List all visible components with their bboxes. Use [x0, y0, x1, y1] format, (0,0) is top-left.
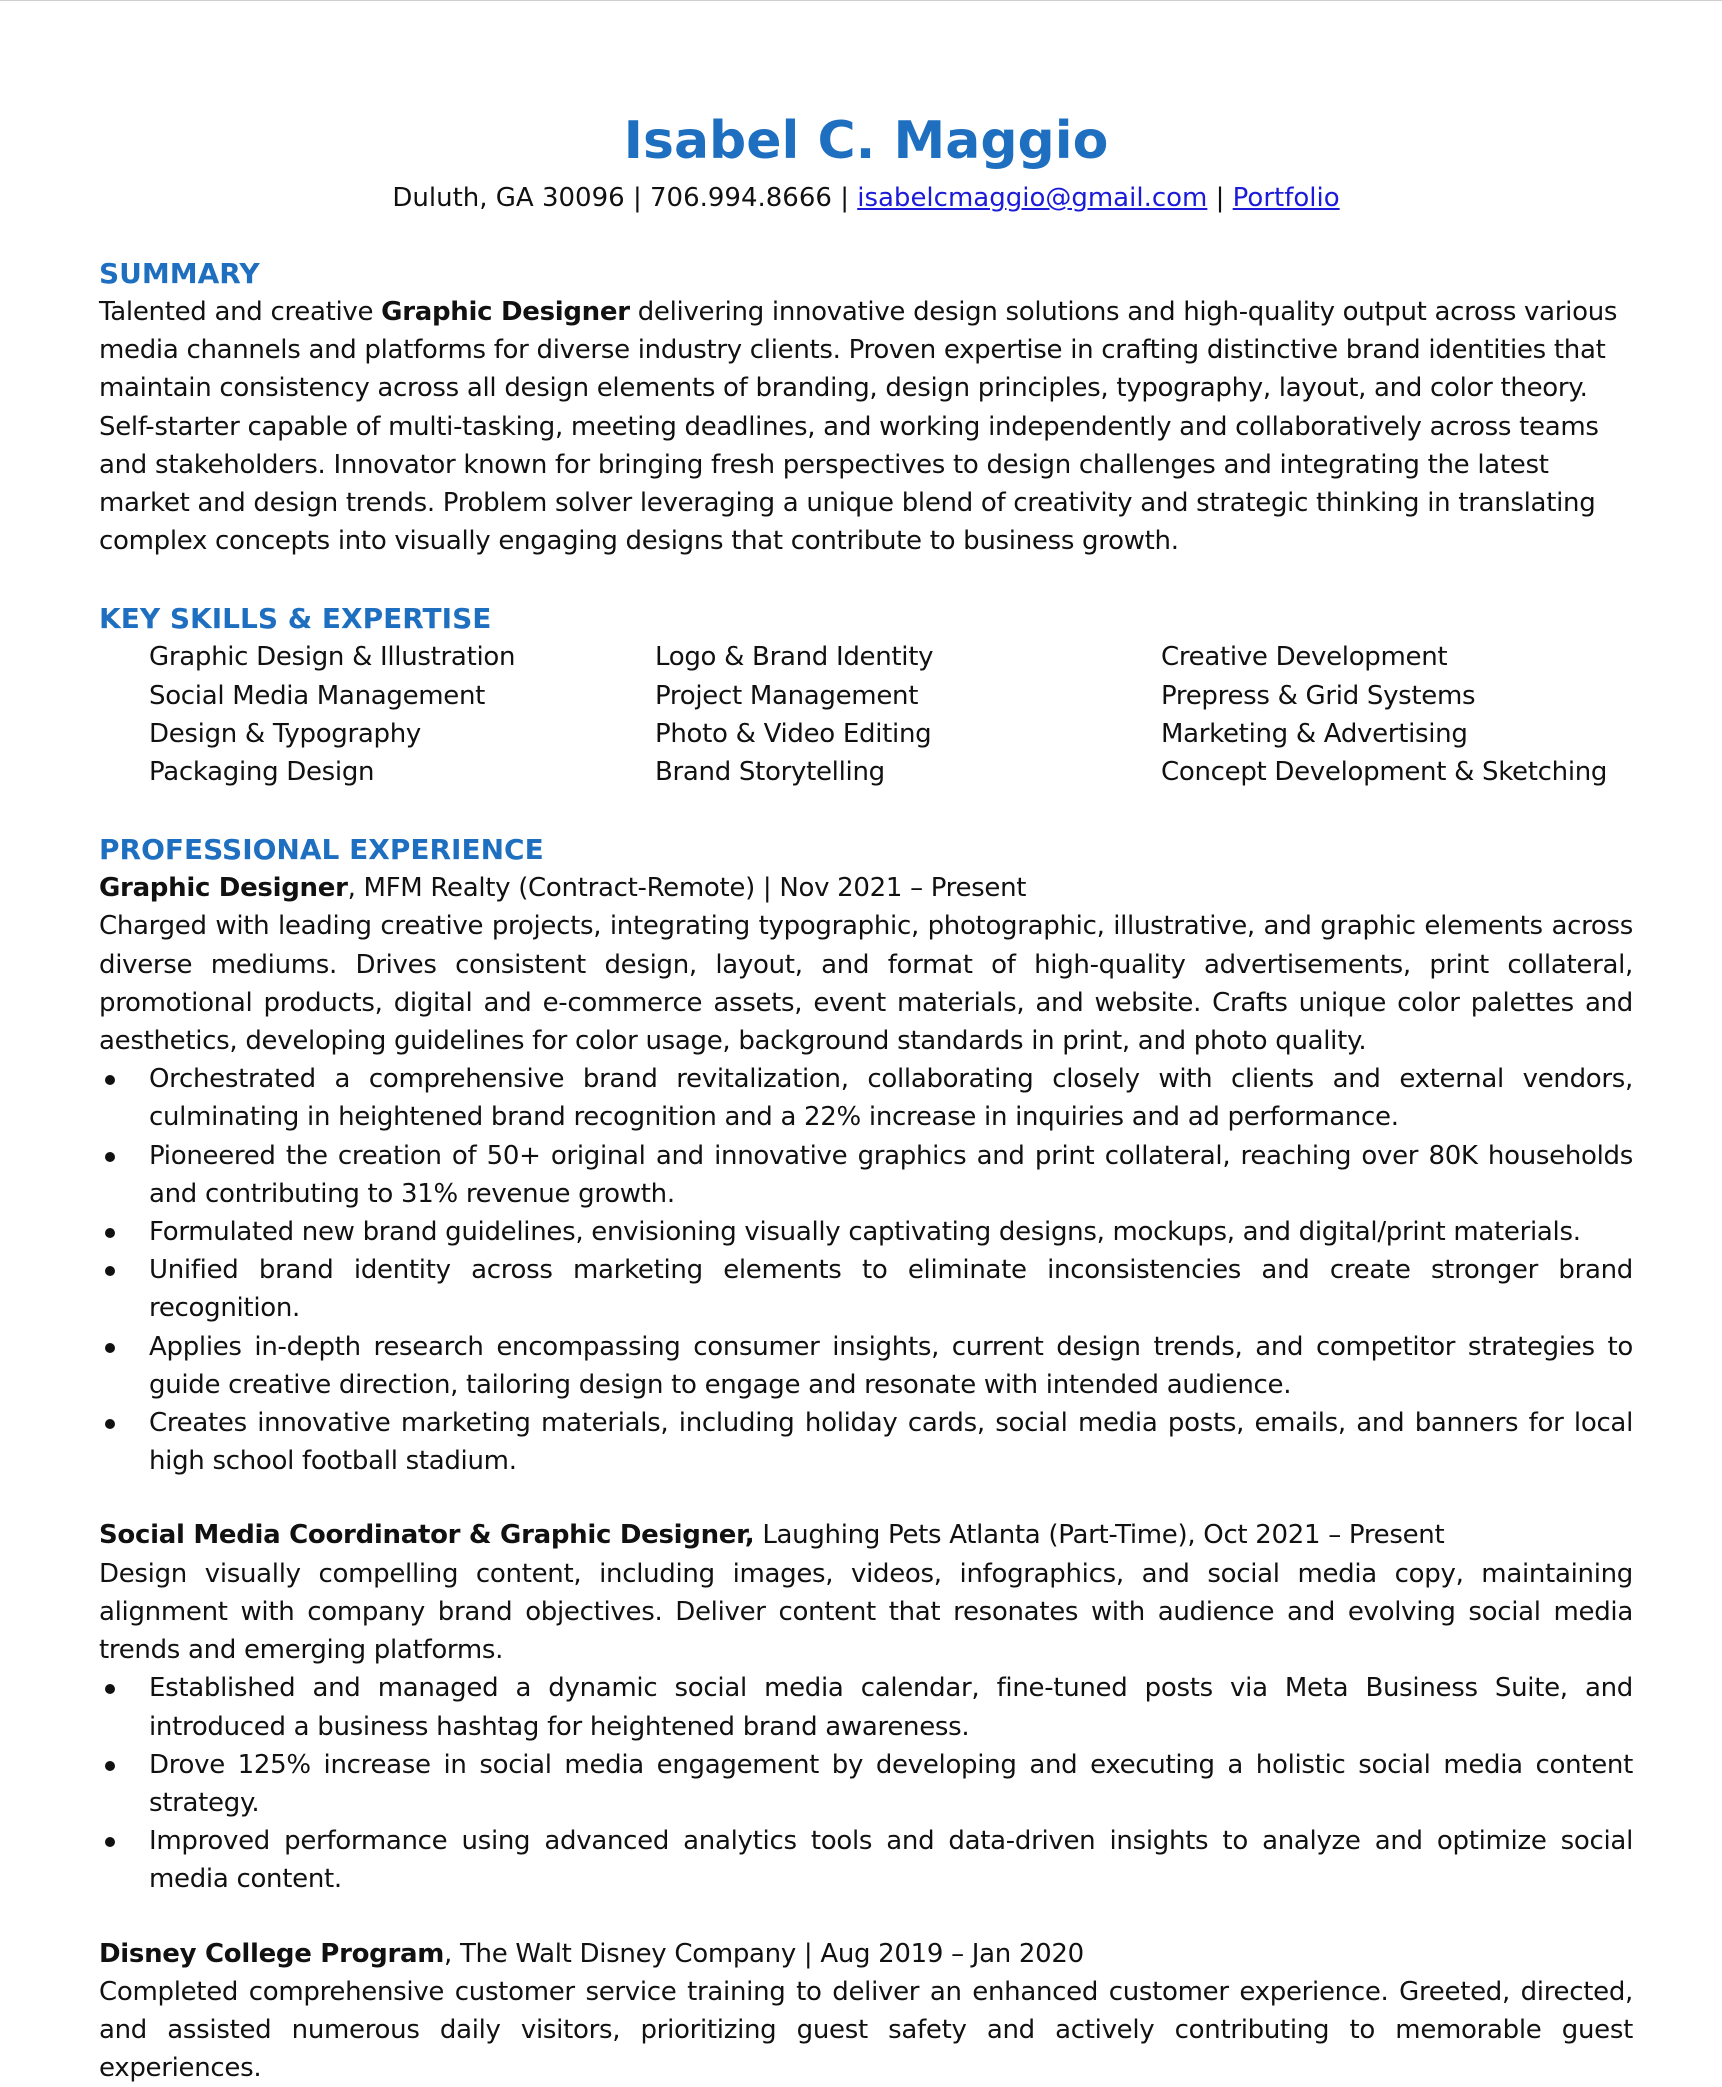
bullet-text: Applies in-depth research encompassing consumer insights, current design trends, and competitor strategies to guide creative direction, tailoring design to engage and resonate with intended audience. — [149, 1331, 1633, 1400]
bullet-icon — [105, 1228, 115, 1238]
bullet-icon — [105, 1075, 115, 1085]
skill-item: Brand Storytelling — [655, 757, 885, 788]
job-description: Design visually compelling content, including images, videos, infographics, and social media copy, maintaining alignment with company brand objectives. Deliver content that resonates with audience and evolving social media trends and emerging platforms. — [99, 1558, 1633, 1666]
job-entry — [99, 1516, 1633, 1898]
job-description: Completed comprehensive customer service training to deliver an enhanced customer experience. Greeted, directed, and assisted numerous daily visitors, prioritizing guest safety and actively contributing to memorable guest experiences. — [99, 1976, 1633, 2084]
job-heading — [99, 1935, 1633, 1973]
summary-heading: SUMMARY — [99, 257, 260, 290]
summary-text — [99, 293, 1633, 560]
job-title: Disney College Program — [99, 1938, 445, 1969]
job-title: Social Media Coordinator & Graphic Designer, — [99, 1520, 755, 1551]
skill-item: Social Media Management — [149, 680, 486, 711]
bullet-item — [99, 1669, 1633, 1745]
summary-text-before: Talented and creative — [99, 297, 382, 327]
bullet-item — [99, 1822, 1633, 1898]
job-entry — [99, 1935, 1633, 2087]
job-title: Graphic Designer — [99, 873, 348, 904]
bullet-text: Established and managed a dynamic social media calendar, fine-tuned posts via Meta Business Suite, and introduced a business hashtag for heightened brand awareness. — [149, 1673, 1633, 1742]
job-heading — [99, 869, 1633, 907]
portfolio-link[interactable]: Portfolio — [1232, 183, 1340, 213]
bullet-item — [99, 1213, 1633, 1251]
contact-line — [99, 177, 1633, 219]
bullet-text: Unified brand identity across marketing elements to eliminate inconsistencies and create stronger brand recognition. — [149, 1255, 1633, 1324]
job-description: Charged with leading creative projects, integrating typographic, photographic, illustrative, and graphic elements across diverse mediums. Drives consistent design, layout, and format of high-quality advertisements, print collateral, promotional products, digital and e-commerce assets, event materials, and website. Crafts unique color palettes and aesthetics, developing guidelines for color usage, background standards in print, and photo quality. — [99, 911, 1633, 1057]
bullet-text: Pioneered the creation of 50+ original and innovative graphics and print collateral, reaching over 80K households and contributing to 31% revenue growth. — [149, 1140, 1633, 1209]
contact-separator: | — [624, 183, 650, 213]
bullet-text: Creates innovative marketing materials, including holiday cards, social media posts, emails, and banners for local high school football stadium. — [149, 1408, 1633, 1477]
page-top-border — [0, 0, 1722, 1]
bullet-text: Orchestrated a comprehensive brand revitalization, collaborating closely with clients and external vendors, culminating in heightened brand recognition and a 22% increase in inquiries and ad performance. — [149, 1064, 1633, 1133]
bullet-text: Formulated new brand guidelines, envisioning visually captivating designs, mockups, and digital/print materials. — [149, 1217, 1581, 1248]
job-company-dates: , MFM Realty (Contract-Remote) | Nov 2021 – Present — [347, 873, 1027, 904]
experience-heading: PROFESSIONAL EXPERIENCE — [99, 833, 544, 867]
skills-grid — [99, 638, 1633, 791]
bullet-icon — [105, 1684, 115, 1694]
skill-item: Packaging Design — [149, 757, 375, 788]
bullet-icon — [105, 1266, 115, 1276]
bullet-item — [99, 1328, 1633, 1404]
job-company-dates: , The Walt Disney Company | Aug 2019 – Jan 2020 — [444, 1938, 1084, 1969]
job-bullets — [99, 1669, 1633, 1898]
contact-phone: 706.994.8666 — [649, 183, 832, 213]
bullet-icon — [105, 1343, 115, 1353]
skill-item: Creative Development — [1161, 642, 1448, 673]
candidate-name: Isabel C. Maggio — [623, 111, 1109, 171]
bullet-icon — [105, 1837, 115, 1847]
bullet-text: Drove 125% increase in social media engagement by developing and executing a holistic social media content strategy. — [149, 1749, 1633, 1818]
email-link[interactable]: isabelcmaggio@gmail.com — [857, 183, 1208, 213]
contact-separator: | — [1207, 183, 1233, 213]
skill-item: Photo & Video Editing — [655, 718, 932, 749]
job-company-dates: Laughing Pets Atlanta (Part-Time), Oct 2021 – Present — [754, 1520, 1445, 1551]
summary-role: Graphic Designer — [381, 297, 630, 327]
bullet-item — [99, 1251, 1633, 1327]
summary-text-after: delivering innovative design solutions and high-quality output across various media channels and platforms for diverse industry clients. Proven expertise in crafting distinctive brand identities that maintain consistency across all design elements of branding, design principles, typography, layout, and color theory. Self-starter capable of multi-tasking, meeting deadlines, and working independently and collaboratively across teams and stakeholders. Innovator known for bringing fresh perspectives to design challenges and integrating the latest market and design trends. Problem solver leveraging a unique blend of creativity and strategic thinking in translating complex concepts into visually engaging designs that contribute to business growth. — [99, 297, 1618, 557]
job-entry — [99, 869, 1633, 1480]
bullet-text: Improved performance using advanced analytics tools and data-driven insights to analyze and optimize social media content. — [149, 1826, 1633, 1895]
skill-item: Graphic Design & Illustration — [149, 642, 516, 673]
bullet-item — [99, 1746, 1633, 1822]
contact-location: Duluth, GA 30096 — [392, 183, 625, 213]
skill-item: Marketing & Advertising — [1161, 718, 1468, 749]
bullet-item — [99, 1060, 1633, 1136]
skill-item: Concept Development & Sketching — [1161, 757, 1608, 788]
bullet-icon — [105, 1419, 115, 1429]
bullet-icon — [105, 1152, 115, 1162]
skills-heading: KEY SKILLS & EXPERTISE — [99, 602, 492, 636]
bullet-item — [99, 1404, 1633, 1480]
resume-page — [99, 105, 1633, 2087]
job-heading — [99, 1516, 1633, 1554]
skill-item: Project Management — [655, 680, 919, 711]
bullet-item — [99, 1137, 1633, 1213]
contact-separator: | — [831, 183, 858, 213]
skill-item: Design & Typography — [149, 718, 421, 749]
bullet-icon — [105, 1761, 115, 1771]
job-bullets — [99, 1060, 1633, 1480]
skill-item: Logo & Brand Identity — [655, 642, 934, 673]
skill-item: Prepress & Grid Systems — [1161, 680, 1476, 711]
